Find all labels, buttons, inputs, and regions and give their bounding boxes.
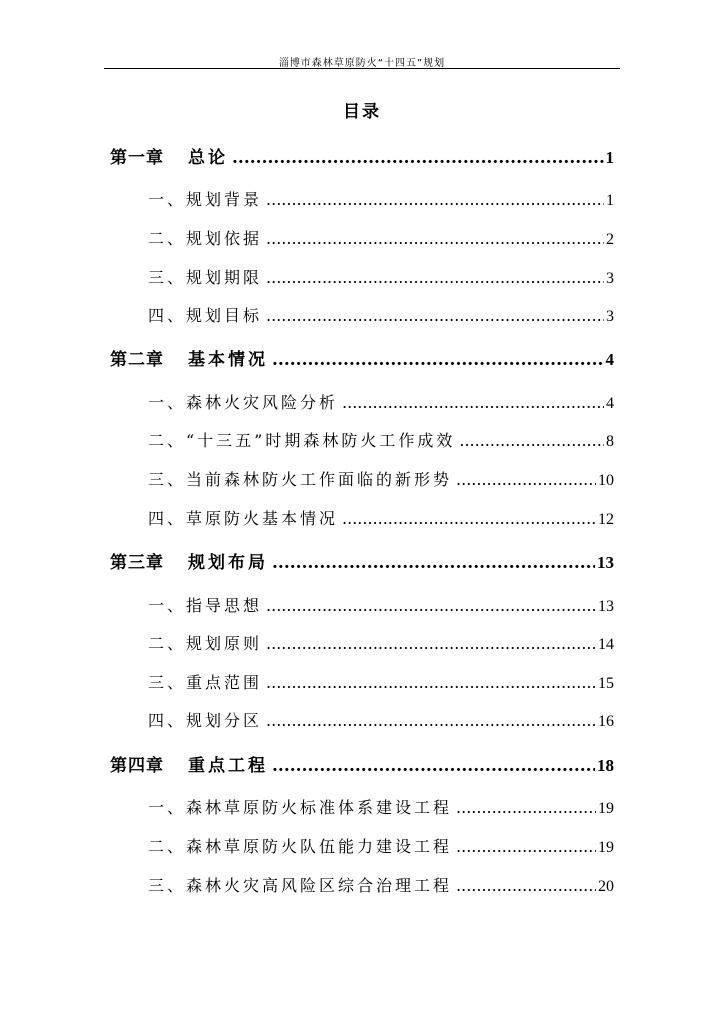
toc-section-3-2[interactable] xyxy=(148,631,614,654)
chapter-number: 第三章 xyxy=(110,553,164,573)
section-title: 三、重点范围 xyxy=(148,673,263,692)
toc-section-1-3[interactable] xyxy=(148,265,614,288)
section-title: 三、森林火灾高风险区综合治理工程 xyxy=(148,876,453,895)
section-title: 二、规划依据 xyxy=(148,229,263,248)
section-title: 三、规划期限 xyxy=(148,268,263,287)
page-number: 19 xyxy=(598,800,614,817)
dot-leader xyxy=(232,148,604,168)
dot-leader xyxy=(456,876,596,895)
toc-chapter-2[interactable] xyxy=(110,345,614,370)
page-number: 13 xyxy=(598,598,614,615)
toc-chapter-1[interactable] xyxy=(110,143,614,168)
dot-leader xyxy=(456,798,596,817)
page-number: 3 xyxy=(606,270,614,287)
toc-section-1-2[interactable] xyxy=(148,226,614,249)
section-title: 一、指导思想 xyxy=(148,596,263,615)
toc-section-2-2[interactable] xyxy=(148,428,614,451)
page-number: 19 xyxy=(598,839,614,856)
dot-leader xyxy=(459,431,604,450)
page-number: 3 xyxy=(606,308,614,325)
toc-section-3-1[interactable] xyxy=(148,593,614,616)
section-title: 一、规划背景 xyxy=(148,190,263,209)
page-number: 8 xyxy=(606,433,614,450)
toc-section-1-4[interactable] xyxy=(148,303,614,326)
section-title: 三、当前森林防火工作面临的新形势 xyxy=(148,470,453,489)
toc-chapter-3[interactable] xyxy=(110,548,614,573)
page-number: 2 xyxy=(606,231,614,248)
chapter-number: 第四章 xyxy=(110,756,164,776)
running-header: 淄博市森林草原防火“十四五”规划 xyxy=(278,58,446,69)
dot-leader xyxy=(342,393,604,412)
toc-section-4-2[interactable] xyxy=(148,834,614,857)
toc-section-2-4[interactable] xyxy=(148,506,614,529)
chapter-title: 基本情况 xyxy=(188,350,268,370)
page-number: 1 xyxy=(605,148,614,167)
page-number: 1 xyxy=(606,192,614,209)
dot-leader xyxy=(266,306,604,325)
chapter-title: 规划布局 xyxy=(188,553,268,573)
dot-leader xyxy=(266,634,596,653)
page-number: 18 xyxy=(597,756,614,775)
toc-section-4-3[interactable] xyxy=(148,873,614,896)
chapter-title: 重点工程 xyxy=(188,756,268,776)
toc-section-2-3[interactable] xyxy=(148,467,614,490)
section-title: 四、规划分区 xyxy=(148,711,263,730)
dot-leader xyxy=(342,509,596,528)
dot-leader xyxy=(266,673,596,692)
page-number: 4 xyxy=(605,350,614,369)
section-title: 二、“十三五”时期森林防火工作成效 xyxy=(148,431,456,450)
page-number: 13 xyxy=(597,553,614,572)
toc-chapter-4[interactable] xyxy=(110,751,614,776)
dot-leader xyxy=(456,837,596,856)
dot-leader xyxy=(272,553,595,573)
dot-leader xyxy=(266,229,604,248)
section-title: 一、森林草原防火标准体系建设工程 xyxy=(148,798,453,817)
dot-leader xyxy=(266,268,604,287)
dot-leader xyxy=(456,470,596,489)
page-number: 12 xyxy=(598,511,614,528)
toc-section-3-3[interactable] xyxy=(148,670,614,693)
chapter-number: 第一章 xyxy=(110,148,164,168)
chapter-number: 第二章 xyxy=(110,350,164,370)
dot-leader xyxy=(272,350,604,370)
dot-leader xyxy=(272,756,595,776)
section-title: 一、森林火灾风险分析 xyxy=(148,393,339,412)
toc-section-1-1[interactable] xyxy=(148,187,614,210)
page-number: 16 xyxy=(598,713,614,730)
section-title: 二、规划原则 xyxy=(148,634,263,653)
page-number: 14 xyxy=(598,636,614,653)
page-number: 10 xyxy=(598,472,614,489)
page-number: 15 xyxy=(598,675,614,692)
toc-section-3-4[interactable] xyxy=(148,708,614,731)
toc-section-4-1[interactable] xyxy=(148,795,614,818)
dot-leader xyxy=(266,596,596,615)
page-number: 4 xyxy=(606,395,614,412)
section-title: 四、草原防火基本情况 xyxy=(148,509,339,528)
page-title: 目录 xyxy=(343,102,381,122)
header-rule xyxy=(104,68,620,69)
dot-leader xyxy=(266,190,604,209)
chapter-title: 总论 xyxy=(188,148,228,168)
page-number: 20 xyxy=(598,878,614,895)
toc-section-2-1[interactable] xyxy=(148,390,614,413)
dot-leader xyxy=(266,711,596,730)
section-title: 四、规划目标 xyxy=(148,306,263,325)
section-title: 二、森林草原防火队伍能力建设工程 xyxy=(148,837,453,856)
